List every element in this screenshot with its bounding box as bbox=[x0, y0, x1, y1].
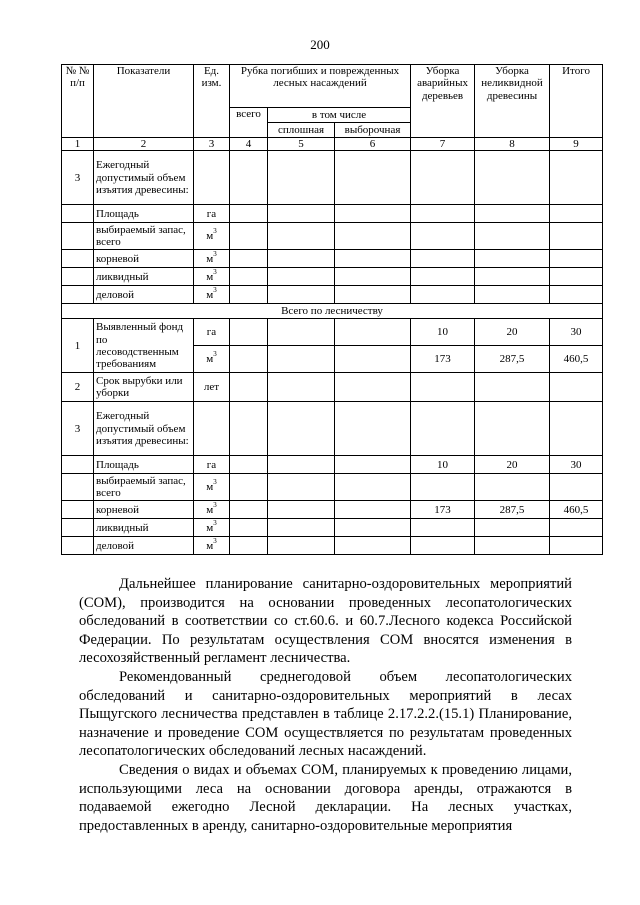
table-row bbox=[62, 474, 603, 501]
illiquid-value bbox=[475, 519, 550, 537]
table-row bbox=[62, 286, 603, 304]
row-label: выбираемый запас, всего bbox=[94, 474, 194, 501]
emergency-value bbox=[411, 519, 475, 537]
result-value: 460,5 bbox=[550, 501, 603, 519]
col-number: 5 bbox=[268, 138, 335, 151]
col-number: 8 bbox=[475, 138, 550, 151]
header-felling: Рубка погибших и поврежденных лесных насаждений bbox=[230, 65, 411, 108]
header-num: № № п/п bbox=[62, 65, 94, 138]
result-value bbox=[550, 537, 603, 555]
table-row bbox=[62, 501, 603, 519]
table-row bbox=[62, 519, 603, 537]
row-label: ликвидный bbox=[94, 268, 194, 286]
paragraph: Сведения о видах и объемах СОМ, планируемых к проведению лицами, использующими леса на основании договора аренды, отражаются в подаваемой ежегодно Лесной декларации. На лесных участках, предоставленных в аренду, санитарно-оздоровительные мероприятия bbox=[79, 761, 572, 834]
paragraph: Рекомендованный среднегодовой объем лесопатологических обследований и санитарно-оздоровительных мероприятий в лесах Пыщугского лесничества представлен в таблице 2.17.2.2.(15.1) Планирование, назначение и проведение СОМ осуществляется по результатам проведенных лесопатологических обследований лесных насаждений. bbox=[79, 668, 572, 760]
row-unit: $м^3$ bbox=[194, 537, 230, 555]
row-number: 3 bbox=[62, 402, 94, 456]
table-row bbox=[62, 456, 603, 474]
header-selective: выборочная bbox=[335, 123, 411, 138]
col-number: 6 bbox=[335, 138, 411, 151]
row-number: 1 bbox=[62, 319, 94, 373]
table-row bbox=[62, 402, 603, 456]
column-numbers-row bbox=[62, 138, 603, 151]
body-text bbox=[79, 575, 572, 835]
col-number: 1 bbox=[62, 138, 94, 151]
header-total: всего bbox=[230, 108, 268, 138]
col-number: 7 bbox=[411, 138, 475, 151]
result-value bbox=[550, 519, 603, 537]
illiquid-value: 20 bbox=[475, 319, 550, 346]
col-number: 2 bbox=[94, 138, 194, 151]
emergency-value bbox=[411, 537, 475, 555]
col-number: 4 bbox=[230, 138, 268, 151]
row-unit: лет bbox=[194, 373, 230, 402]
illiquid-value: 287,5 bbox=[475, 501, 550, 519]
row-number: 2 bbox=[62, 373, 94, 402]
page-number: 200 bbox=[310, 37, 330, 52]
emergency-value bbox=[411, 474, 475, 501]
table-row bbox=[62, 373, 603, 402]
table-row bbox=[62, 151, 603, 205]
row-label: ликвидный bbox=[94, 519, 194, 537]
row-unit: $м^3$ bbox=[194, 286, 230, 304]
emergency-value: 10 bbox=[411, 319, 475, 346]
table-row bbox=[62, 319, 603, 346]
header-including: в том числе bbox=[268, 108, 411, 123]
row-label: Срок вырубки или уборки bbox=[94, 373, 194, 402]
row-unit: $м^3$ bbox=[194, 250, 230, 268]
row-label: Ежегодный допустимый объем изъятия древесины: bbox=[94, 402, 194, 456]
result-value bbox=[550, 474, 603, 501]
emergency-value: 10 bbox=[411, 456, 475, 474]
row-unit: $м^3$ bbox=[194, 519, 230, 537]
row-unit: $м^3$ bbox=[194, 346, 230, 373]
header-emergency: Уборка аварийных деревьев bbox=[411, 65, 475, 138]
header-unit: Ед. изм. bbox=[194, 65, 230, 138]
row-unit: га bbox=[194, 205, 230, 223]
result-value: 30 bbox=[550, 456, 603, 474]
illiquid-value: 20 bbox=[475, 456, 550, 474]
row-number: 3 bbox=[62, 151, 94, 205]
row-label: корневой bbox=[94, 250, 194, 268]
row-label: корневой bbox=[94, 501, 194, 519]
illiquid-value bbox=[475, 474, 550, 501]
table-row bbox=[62, 250, 603, 268]
row-unit: $м^3$ bbox=[194, 501, 230, 519]
row-label: Ежегодный допустимый объем изъятия древесины: bbox=[94, 151, 194, 205]
table-row bbox=[62, 223, 603, 250]
illiquid-value bbox=[475, 537, 550, 555]
result-value: 460,5 bbox=[550, 346, 603, 373]
row-unit: га bbox=[194, 456, 230, 474]
result-value: 30 bbox=[550, 319, 603, 346]
emergency-value: 173 bbox=[411, 501, 475, 519]
row-label: Площадь bbox=[94, 205, 194, 223]
illiquid-value: 287,5 bbox=[475, 346, 550, 373]
row-label: Площадь bbox=[94, 456, 194, 474]
paragraph: Дальнейшее планирование санитарно-оздоровительных мероприятий (СОМ), производится на основании проведенных лесопатологических обследований в соответствии со ст.60.6. и 60.7.Лесного кодекса Российской Федерации. По результатам осуществления СОМ вносятся изменения в лесохозяйственный регламент лесничества. bbox=[79, 576, 572, 667]
row-label: выбираемый запас, всего bbox=[94, 223, 194, 250]
row-label: деловой bbox=[94, 537, 194, 555]
header-result: Итого bbox=[550, 65, 603, 138]
felling-table bbox=[61, 64, 603, 555]
row-unit: га bbox=[194, 319, 230, 346]
row-label: Выявленный фонд по лесоводственным требованиям bbox=[94, 319, 194, 373]
table-row bbox=[62, 205, 603, 223]
col-number: 3 bbox=[194, 138, 230, 151]
header-clear: сплошная bbox=[268, 123, 335, 138]
col-number: 9 bbox=[550, 138, 603, 151]
header-indicator: Показатели bbox=[94, 65, 194, 138]
header-illiquid: Уборка неликвидной древесины bbox=[475, 65, 550, 138]
row-unit: $м^3$ bbox=[194, 223, 230, 250]
row-unit: $м^3$ bbox=[194, 268, 230, 286]
table-row bbox=[62, 537, 603, 555]
row-unit: $м^3$ bbox=[194, 474, 230, 501]
section-title: Всего по лесничеству bbox=[62, 304, 603, 319]
table-row bbox=[62, 268, 603, 286]
emergency-value: 173 bbox=[411, 346, 475, 373]
row-label: деловой bbox=[94, 286, 194, 304]
